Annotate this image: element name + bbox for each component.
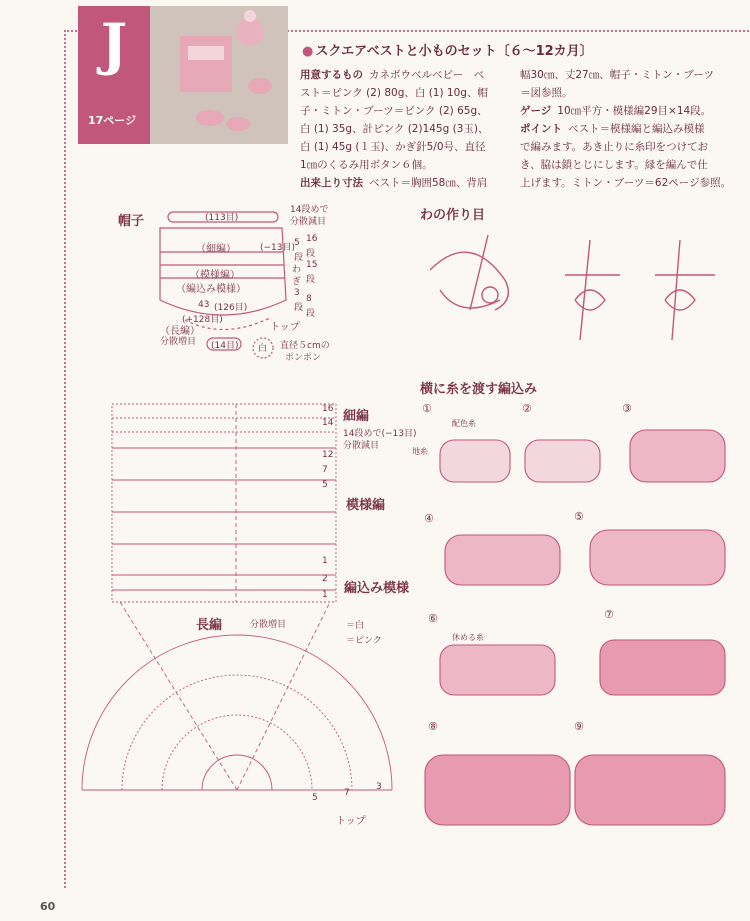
chart-grid <box>112 404 336 602</box>
chart-row-mark: 1 <box>322 556 328 566</box>
chart-row-mark: 14 <box>322 418 334 428</box>
chart-top-label: トップ <box>336 816 366 827</box>
chart-chouami-label: 長編 <box>196 618 223 633</box>
point-label: ポイント <box>520 123 562 135</box>
step-2-swatch <box>525 440 600 482</box>
step-3-swatch <box>630 430 725 482</box>
hat-row-number: 段 <box>306 249 316 259</box>
yarn-loop <box>482 287 498 303</box>
point-text: で編みます。あき止りに糸印をつけてお <box>520 141 709 153</box>
materials-text: 白 (1) 45g (１玉)、かぎ針5/0号、直径 <box>300 141 486 153</box>
point-text: 上げます。ミトン・ブーツ＝62ページ参照。 <box>520 177 732 189</box>
pompon-letter: 白 <box>258 344 268 354</box>
materials-label: 用意するもの <box>300 69 363 81</box>
chart-hosoami-note: 14段めで(−13目) <box>343 429 417 439</box>
step-9-swatch <box>575 755 725 825</box>
step-7-swatch <box>600 640 725 695</box>
step-1-swatch <box>440 440 510 482</box>
materials-text: 白 (1) 35g、計ピンク (2)145g (3玉)、 <box>300 123 489 135</box>
colorwork-caption: 休める糸 <box>452 633 484 642</box>
pattern-letter: J <box>100 12 128 78</box>
hat-row-number: 段 <box>306 309 316 319</box>
fan-ring <box>202 755 272 790</box>
chart-row-mark: 12 <box>322 450 334 460</box>
hat-distrib-inc: 分散増目 <box>160 337 197 347</box>
page-number: 60 <box>40 900 56 913</box>
materials-text: スト＝ピンク (2) 80g、白 (1) 10g、帽 <box>300 87 488 99</box>
step-8-swatch <box>425 755 570 825</box>
colorwork-caption: 配色糸 <box>452 419 476 428</box>
hat-label: 帽子 <box>118 214 145 229</box>
fan-ring <box>162 715 312 790</box>
hat-minus-13: (−13目) <box>260 243 296 253</box>
hat-row-number: わ <box>292 265 302 275</box>
hat-size-43: 43 <box>198 300 210 310</box>
colorwork-step-number: ⑨ <box>574 720 584 733</box>
chart-bottom-mark: 5 <box>312 793 318 803</box>
hat-row-number: 5 <box>294 238 300 248</box>
colorwork-illustrations <box>425 430 725 825</box>
step-5-swatch <box>590 530 725 585</box>
pompon-note-2: ポンポン <box>285 353 322 363</box>
materials-text: 1㎝のくるみ用ボタン６個。 <box>300 159 433 171</box>
chart-chouami-note: 分散増目 <box>250 620 287 630</box>
pattern-title-text: スクエアベストと小ものセット〔６〜12カ月〕 <box>315 44 593 59</box>
step-4-swatch <box>445 535 560 585</box>
ring-start-title: わの作り目 <box>420 208 486 223</box>
ring-start-illustrations <box>430 235 715 340</box>
chart-amikomi-label: 編込み模様 <box>344 581 410 596</box>
colorwork-step-number: ② <box>522 402 532 415</box>
materials-text: 子・ミトン・ブーツ＝ピンク (2) 65g、 <box>300 105 488 117</box>
chart-bottom-mark: 3 <box>376 782 382 792</box>
colorwork-step-number: ① <box>422 402 432 415</box>
chart-row-mark: 1 <box>322 590 328 600</box>
colorwork-step-number: ④ <box>424 512 434 525</box>
hand-illustration <box>440 290 500 308</box>
hat-crown-fan <box>82 635 392 790</box>
hat-band-amikomi: （編込み模様） <box>176 284 246 295</box>
colorwork-step-number: ⑧ <box>428 720 438 733</box>
loop-step-3 <box>665 290 695 310</box>
chart-hosoami-label: 細編 <box>343 409 370 424</box>
hat-band-moyou: （模様編） <box>190 270 240 281</box>
instructions-text: ＝図参照。 <box>520 87 573 99</box>
legend-white: ＝白 <box>346 621 365 631</box>
chart-row-mark: 2 <box>322 574 328 584</box>
fan-ray <box>237 602 330 790</box>
gauge-label: ゲージ <box>520 105 552 117</box>
chart-bottom-mark: 7 <box>344 788 350 798</box>
hat-size-126: (126目) <box>214 303 248 313</box>
finished-size-value: ベスト＝胸囲58㎝、背肩 <box>369 177 488 189</box>
hat-row-number: 段 <box>294 303 304 313</box>
hat-top-width: (113目) <box>205 213 239 223</box>
hat-top-label: トップ <box>270 322 300 333</box>
hat-top-note: 14段めで <box>290 205 329 215</box>
instructions-text: 幅30㎝、丈27㎝、帽子・ミトン・ブーツ <box>520 69 714 81</box>
step-6-swatch <box>440 645 555 695</box>
pompon-note: 直径５cmの <box>280 341 330 351</box>
hat-row-number: 15 <box>306 260 318 270</box>
hat-ring-count: (14目) <box>211 341 239 351</box>
fan-ring <box>122 675 352 790</box>
hat-row-number: 段 <box>306 275 316 285</box>
chart-row-mark: 7 <box>322 465 328 475</box>
hat-row-number: ぎ <box>292 277 302 287</box>
finished-size-label: 出来上り寸法 <box>300 177 363 189</box>
hat-size-128: (+128目) <box>182 315 223 325</box>
hook-line <box>470 235 488 310</box>
colorwork-step-number: ⑥ <box>428 612 438 625</box>
colorwork-caption: 地糸 <box>412 447 428 456</box>
chart-row-mark: 5 <box>322 480 328 490</box>
hat-band-hosoami: （細編） <box>196 244 236 255</box>
colorwork-step-number: ③ <box>622 402 632 415</box>
loop-step-2 <box>575 290 605 310</box>
chart-moyou-label: 模様編 <box>346 498 386 513</box>
hat-long-stitch: （長編） <box>160 326 200 337</box>
hat-row-number: 16 <box>306 234 318 244</box>
gauge-value: 10㎝平方・模様編29目×14段。 <box>557 105 712 117</box>
point-text: き、脇は鎖とじにします。縁を編んで仕 <box>520 159 708 171</box>
colorwork-step-number: ⑤ <box>574 510 584 523</box>
point-text: ベスト＝模様編と編込み模様 <box>568 123 705 135</box>
colorwork-step-number: ⑦ <box>604 608 614 621</box>
reference-page: 17ページ <box>88 114 137 127</box>
hat-row-number: 8 <box>306 294 312 304</box>
chart-row-mark: 16 <box>322 404 334 414</box>
colorwork-title: 横に糸を渡す編込み <box>420 382 538 397</box>
hat-row-number: 段 <box>294 253 304 263</box>
materials-text: カネボウベルベビー ベ <box>369 69 485 81</box>
crochet-chart <box>82 404 392 790</box>
legend-pink: ＝ピンク <box>346 636 382 646</box>
hat-top-note-2: 分散減目 <box>290 217 327 227</box>
hat-row-number: 3 <box>294 288 300 298</box>
pattern-title: ● スクエアベストと小ものセット〔６〜12カ月〕 <box>302 44 593 59</box>
chart-hosoami-note-2: 分散減目 <box>343 441 380 451</box>
